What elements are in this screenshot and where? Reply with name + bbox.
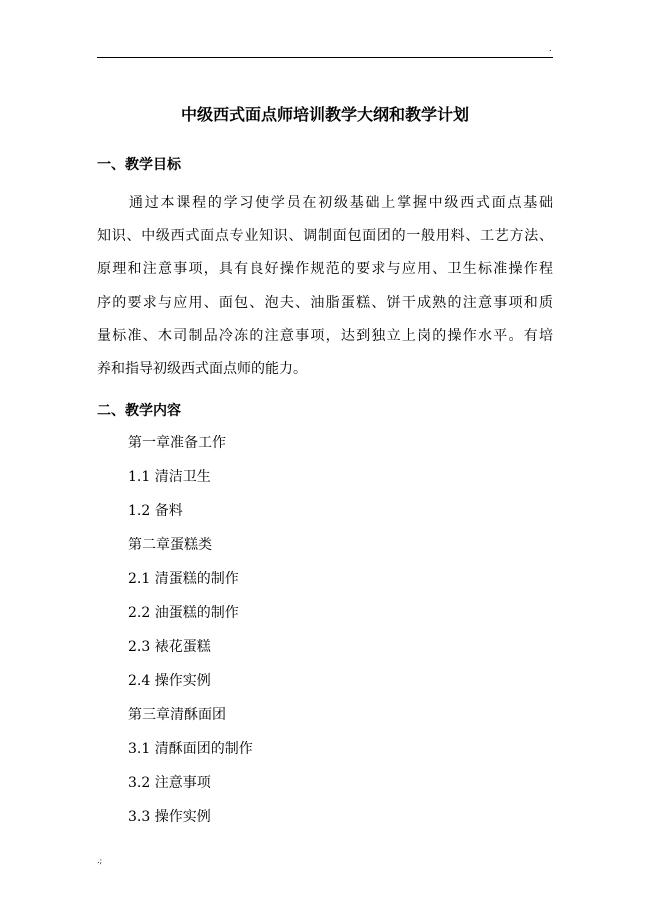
- paragraph-line: 序的要求与应用、面包、泡夫、油脂蛋糕、饼干成熟的注意事项和质: [97, 294, 553, 311]
- section-heading-objectives: 一、教学目标: [97, 157, 181, 173]
- paragraph-line: 通过本课程的学习使学员在初级基础上掌握中级西式面点基础: [129, 195, 553, 211]
- outline-item: 1.2 备料: [128, 503, 183, 519]
- paragraph-line: 养和指导初级西式面点师的能力。: [97, 360, 307, 377]
- paragraph-line: 知识、中级西式面点专业知识、调制面包面团的一般用料、工艺方法、: [97, 228, 553, 245]
- header-rule: [97, 57, 553, 58]
- content-outline: [128, 431, 253, 839]
- footer-mark: .;: [97, 856, 103, 865]
- outline-item: 2.1 清蛋糕的制作: [128, 571, 239, 587]
- outline-chapter: 第三章清酥面团: [128, 707, 226, 723]
- paragraph-line: 量标准、木司制品冷冻的注意事项，达到独立上岗的操作水平。有培: [97, 327, 553, 344]
- header-mark: .: [549, 44, 552, 53]
- outline-item: 3.3 操作实例: [128, 809, 211, 825]
- outline-item: 2.3 裱花蛋糕: [128, 639, 211, 655]
- document-title: 中级西式面点师培训教学大纲和教学计划: [180, 105, 469, 124]
- outline-item: 3.1 清酥面团的制作: [128, 741, 253, 757]
- section-heading-content: 二、教学内容: [97, 403, 181, 419]
- paragraph-line: 原理和注意事项，具有良好操作规范的要求与应用、卫生标准操作程: [97, 261, 553, 278]
- objectives-paragraph: [97, 187, 553, 386]
- outline-chapter: 第二章蛋糕类: [128, 537, 212, 553]
- outline-item: 3.2 注意事项: [128, 775, 211, 791]
- outline-item: 2.4 操作实例: [128, 673, 211, 689]
- outline-item: 2.2 油蛋糕的制作: [128, 605, 239, 621]
- outline-item: 1.1 清洁卫生: [128, 469, 211, 485]
- outline-chapter: 第一章准备工作: [128, 435, 226, 451]
